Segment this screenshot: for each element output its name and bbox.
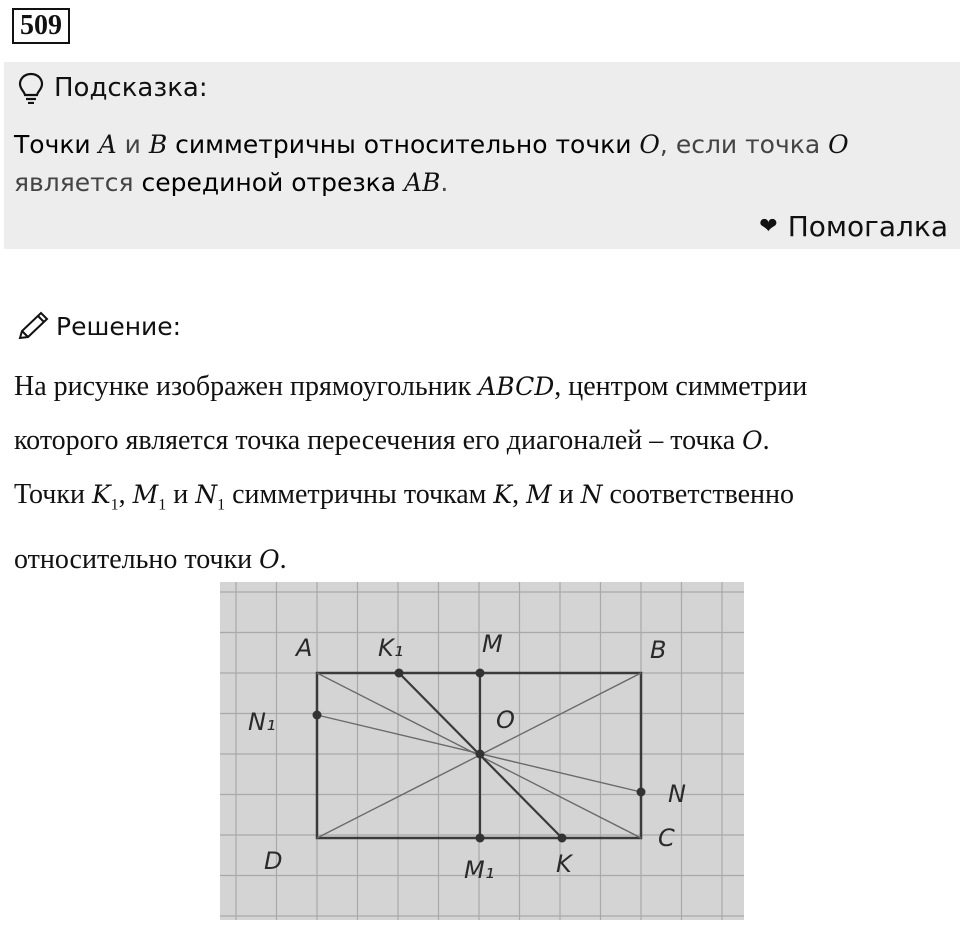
hint-math-o: O (639, 130, 660, 159)
hint-math-ab: AB (403, 168, 441, 197)
hint-text-fragment: и (116, 130, 149, 159)
hint-header (18, 72, 208, 104)
hint-text-fragment: Точки (14, 130, 99, 159)
solution-text-fragment: . (279, 543, 287, 575)
subscript: 1 (158, 496, 167, 514)
hint-line-1 (14, 126, 944, 164)
solution-text-fragment: Точки (14, 479, 92, 510)
lightbulb-icon (18, 72, 44, 104)
heart-icon: ❤ (759, 214, 778, 239)
label-n: N (668, 780, 686, 808)
subscript: 1 (110, 496, 119, 514)
solution-math-m: M (132, 480, 159, 509)
point-k1 (395, 669, 404, 678)
solution-text-fragment: и (166, 479, 196, 510)
solution-line-1 (14, 360, 949, 414)
solution-math-abcd: ABCD (478, 372, 555, 401)
solution-math-n: N (580, 480, 603, 509)
solution-header (16, 310, 181, 342)
helper-link[interactable] (759, 210, 948, 243)
label-k: K (556, 850, 572, 878)
point-n (637, 788, 646, 797)
solution-text-fragment: соответственно (602, 479, 795, 510)
solution-text-fragment: , центром симметрии (554, 371, 808, 402)
solution-text-fragment: , (118, 479, 133, 510)
label-c: C (658, 824, 675, 852)
label-m: M (482, 630, 503, 658)
point-m (476, 669, 485, 678)
subscript: 1 (217, 496, 226, 514)
solution-text-fragment: которого является точка пересечения его диагоналей – точка (14, 425, 743, 456)
solution-line-4 (14, 533, 949, 587)
label-d: D (264, 847, 283, 875)
task-number: 509 (12, 8, 70, 44)
solution-line-2 (14, 414, 949, 468)
hint-box (4, 62, 960, 249)
solution-math-m: M (526, 480, 552, 509)
solution-text (14, 360, 949, 587)
hint-title: Подсказка: (54, 73, 208, 103)
hint-text (14, 126, 944, 202)
hint-text-fragment: является (14, 168, 142, 197)
point-o (476, 750, 485, 759)
label-b: B (650, 636, 667, 664)
hint-math-o: O (828, 130, 849, 159)
solution-math-o: O (742, 426, 763, 455)
label-o: O (496, 706, 515, 734)
point-n1 (313, 711, 322, 720)
hint-math-b: B (148, 130, 168, 159)
hint-text-fragment: симметричны относительно точки (167, 130, 640, 159)
solution-title: Решение: (56, 311, 182, 341)
label-k1: K₁ (378, 634, 404, 662)
label-n1: N₁ (248, 708, 276, 736)
hint-text-fragment: серединой отрезка (141, 168, 404, 197)
hint-line-2 (14, 164, 944, 202)
hint-text-fragment: , если точка (659, 130, 829, 159)
solution-math-k: K (91, 480, 111, 509)
pencil-icon (16, 310, 50, 342)
solution-text-fragment: и (551, 479, 581, 510)
label-m1: M₁ (464, 856, 495, 884)
figure-canvas (220, 582, 744, 920)
hint-text-fragment: . (440, 168, 449, 197)
solution-text-fragment: относительно точки (14, 543, 260, 575)
point-m1 (476, 834, 485, 843)
solution-text-fragment: . (762, 425, 770, 456)
helper-label: Помогалка (787, 210, 948, 243)
label-a: A (296, 634, 313, 662)
solution-line-3 (14, 468, 949, 533)
point-k (558, 834, 567, 843)
geometry-figure (220, 582, 744, 920)
solution-text-fragment: симметричны точкам (225, 479, 494, 510)
solution-math-n: N (195, 480, 218, 509)
solution-text-fragment: На рисунке изображен прямоугольник (14, 371, 479, 402)
solution-math-k: K (493, 480, 513, 509)
solution-text-fragment: , (512, 479, 527, 510)
solution-math-o: O (259, 544, 280, 574)
hint-math-a: A (98, 130, 117, 159)
